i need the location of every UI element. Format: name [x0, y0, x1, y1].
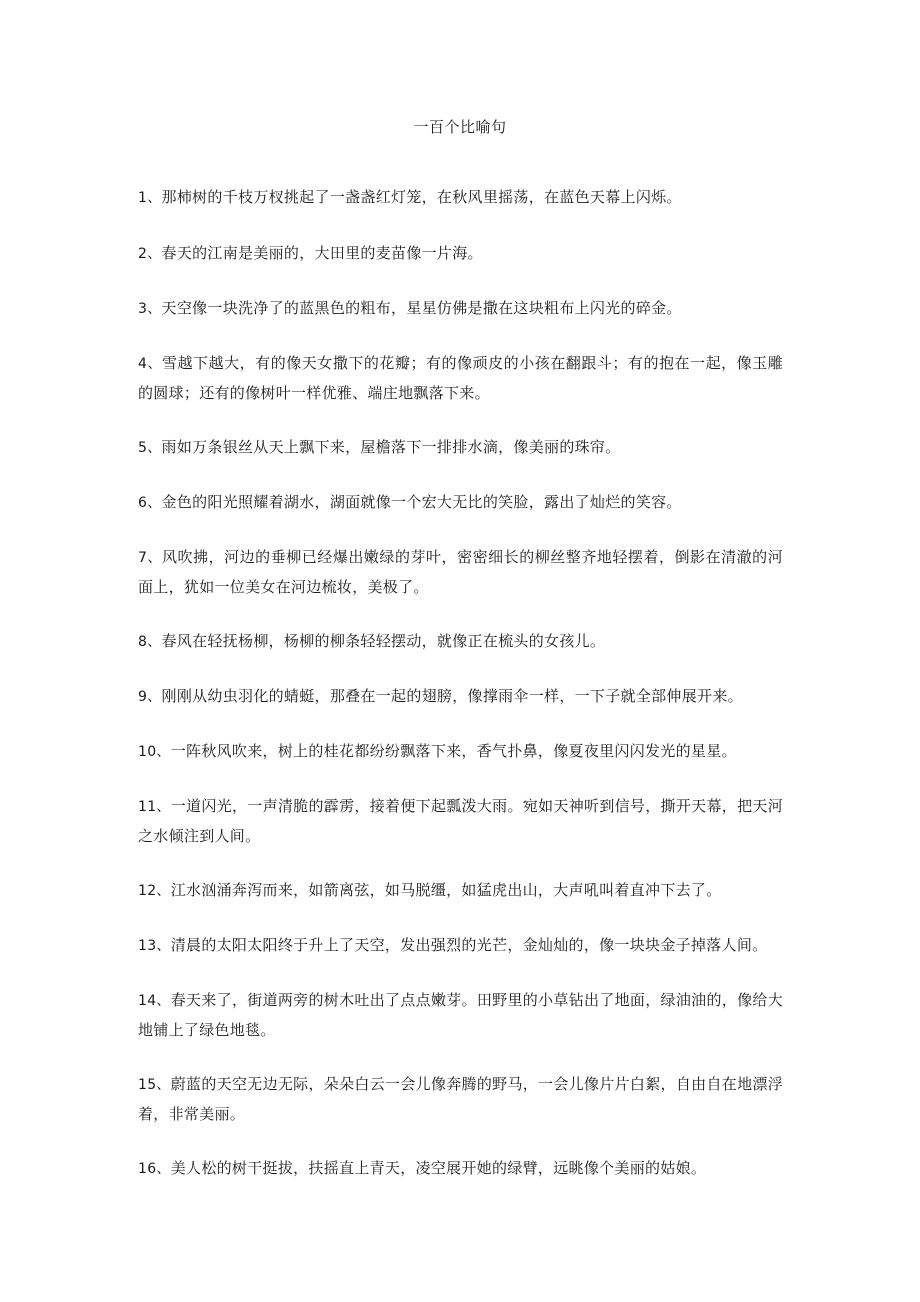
list-item: [138, 1070, 783, 1129]
item-text: 风吹拂，河边的垂柳已经爆出嫩绿的芽叶，密密细长的柳丝整齐地轻摆着，倒影在清澈的河面上，犹如一位美女在河边梳妆，美极了。: [138, 548, 783, 596]
item-number: 2、: [138, 246, 162, 262]
list-item: [138, 627, 783, 657]
item-number: 10、: [138, 744, 171, 760]
list-item: [138, 792, 783, 851]
item-text: 那柿树的千枝万杈挑起了一盏盏红灯笼，在秋风里摇荡，在蓝色天幕上闪烁。: [161, 188, 682, 206]
list-item: [138, 1154, 783, 1184]
item-text: 刚刚从幼虫羽化的蜻蜓，那叠在一起的翅膀，像撑雨伞一样，一下子就全部伸展开来。: [161, 687, 743, 705]
list-item: [138, 543, 783, 602]
item-text: 春风在轻抚杨柳，杨柳的柳条轻轻摆动，就像正在梳头的女孩儿。: [161, 632, 606, 650]
item-text: 蔚蓝的天空无边无际，朵朵白云一会儿像奔腾的野马，一会儿像片片白絮，自由自在地漂浮着，非常美丽。: [138, 1075, 783, 1123]
item-number: 7、: [138, 550, 162, 566]
item-text: 雨如万条银丝从天上飘下来，屋檐落下一排排水滴，像美丽的珠帘。: [161, 438, 621, 456]
list-item: [138, 349, 783, 408]
list-item: [138, 183, 783, 213]
item-number: 15、: [138, 1077, 171, 1093]
item-text: 美人松的树干挺拔，扶摇直上青天，凌空展开她的绿臂，远眺像个美丽的姑娘。: [170, 1159, 707, 1177]
item-number: 16、: [138, 1161, 171, 1177]
list-item: [138, 294, 783, 324]
list-item: [138, 986, 783, 1045]
item-number: 8、: [138, 634, 162, 650]
page-title: 一百个比喻句: [413, 118, 507, 136]
item-text: 江水汹涌奔泻而来，如箭离弦，如马脱缰，如猛虎出山，大声吼叫着直冲下去了。: [170, 881, 722, 899]
list-item: [138, 433, 783, 463]
item-text: 春天来了，街道两旁的树木吐出了点点嫩芽。田野里的小草钻出了地面，绿油油的，像给大地铺上了绿色地毯。: [138, 991, 783, 1039]
item-number: 4、: [138, 356, 162, 372]
item-number: 9、: [138, 689, 162, 705]
item-text: 春天的江南是美丽的，大田里的麦苗像一片海。: [161, 244, 483, 262]
item-text: 一阵秋风吹来，树上的桂花都纷纷飘落下来，香气扑鼻，像夏夜里闪闪发光的星星。: [170, 742, 737, 760]
item-number: 12、: [138, 883, 171, 899]
list-item: [138, 737, 783, 767]
item-number: 14、: [138, 993, 171, 1009]
item-number: 5、: [138, 440, 162, 456]
item-text: 天空像一块洗净了的蓝黑色的粗布，星星仿佛是撒在这块粗布上闪光的碎金。: [161, 299, 682, 317]
item-text: 清晨的太阳太阳终于升上了天空，发出强烈的光芒，金灿灿的，像一块块金子掉落人间。: [170, 936, 768, 954]
item-text: 雪越下越大，有的像天女撒下的花瓣；有的像顽皮的小孩在翻跟斗；有的抱在一起，像玉雕的圆球；还有的像树叶一样优雅、端庄地飘落下来。: [138, 354, 783, 402]
list-item: [138, 239, 783, 269]
list-item: [138, 488, 783, 518]
item-text: 一道闪光，一声清脆的霹雳，接着便下起瓢泼大雨。宛如天神听到信号，撕开天幕，把天河之水倾注到人间。: [138, 797, 783, 845]
item-number: 11、: [138, 799, 171, 815]
list-item: [138, 876, 783, 906]
item-text: 金色的阳光照耀着湖水，湖面就像一个宏大无比的笑脸，露出了灿烂的笑容。: [161, 493, 682, 511]
item-number: 13、: [138, 938, 171, 954]
item-number: 3、: [138, 301, 162, 317]
list-item: [138, 682, 783, 712]
item-number: 6、: [138, 495, 162, 511]
item-number: 1、: [138, 190, 162, 206]
list-item: [138, 931, 783, 961]
